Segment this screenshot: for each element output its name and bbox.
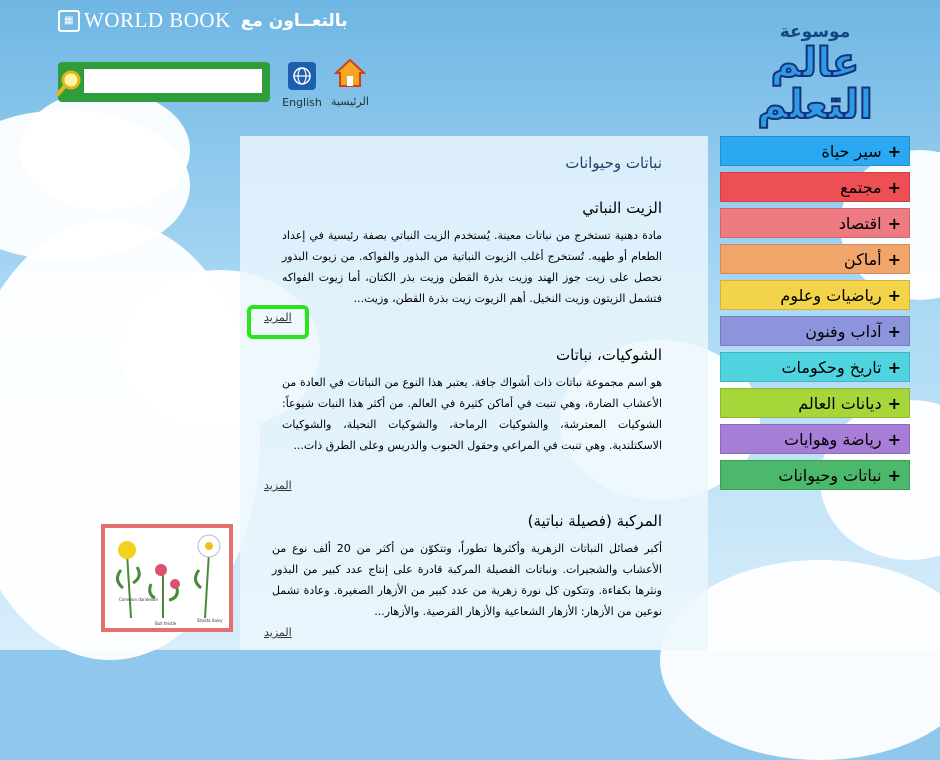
- plus-icon: +: [887, 465, 901, 485]
- article-summary: مادة دهنية تستخرج من نباتات معينة. يُستخدم الزيت النباتي بصفة رئيسية في إعداد الطعام أو طهيه. تُستخرج أغلب الزيوت النباتية من البذور والفواكه. من زيوت البذور نحصل على زيت جوز الهند وزيت بذرة القطن وزيت بذر الكتان، أما زيوت الفواكه فتشمل الزيتون وزيت النخيل. أهم الزيوت زيت بذرة القطن، وزيت...: [282, 229, 662, 305]
- site-logo[interactable]: [720, 22, 910, 126]
- worldbook-brand: [58, 8, 348, 33]
- sidebar-category-label: ديانات العالم: [798, 393, 882, 413]
- english-button[interactable]: [282, 62, 322, 109]
- plus-icon: +: [887, 393, 901, 413]
- search-box: [58, 62, 270, 102]
- article-summary: أكبر فصائل النباتات الزهرية وأكثرها تطوراً، وتتكوّن من أكثر من 20 ألف نوع من الأعشاب والشجيرات. ونباتات الفصيلة المركبة قادرة على إنتاج عدد كبير من البذور ونثرها بكفاءة. وتتكون كل نورة زهرية من عدد كبير من الأزهار الصغيرة. وعادة تشمل نوعين من الأزهار: الأزهار الشعاعية والأزهار القرصية. والأزهار...: [272, 542, 663, 618]
- section-title: نباتات وحيوانات: [565, 154, 662, 172]
- sidebar-category-item[interactable]: [720, 352, 910, 382]
- english-label: English: [282, 96, 322, 109]
- plus-icon: +: [887, 429, 901, 449]
- sidebar-category-item[interactable]: [720, 388, 910, 418]
- logo-small-text: موسوعة: [779, 22, 851, 42]
- article-summary: هو اسم مجموعة نباتات ذات أشواك جافة. يعتبر هذا النوع من النباتات في العادة من الأعشاب الضارة، وهي تنبت في أماكن كثيرة في العالم. من أكثر هذا النبات شيوعاً: الشوكيات المعترشة، والشوكيات الرماحة، والشوكيات النحيلة، والشوكيات الاسكتلندية. وهي تنبت في المراعي وحقول الحبوب والدريس وعلى الطرق ذات...: [282, 376, 662, 452]
- sidebar-category-label: أماكن: [843, 249, 882, 269]
- logo-big-text: عالم التعلم: [757, 40, 873, 128]
- article-title[interactable]: الزيت النباتي: [582, 199, 662, 217]
- article-thumbnail[interactable]: [101, 524, 233, 632]
- cloud-decoration: [20, 90, 190, 210]
- cooperation-label: بالتعــاون مع: [240, 10, 348, 31]
- thumb-label: Common dandelion: [119, 597, 159, 602]
- sidebar-category-label: رياضيات وعلوم: [780, 285, 882, 305]
- sidebar-category-item[interactable]: [720, 172, 910, 202]
- sidebar-category-label: اقتصاد: [838, 213, 882, 233]
- sidebar-category-label: رياضة وهوايات: [784, 429, 882, 449]
- search-input[interactable]: [84, 69, 262, 93]
- worldbook-logo: [58, 8, 231, 33]
- sidebar-category-item[interactable]: [720, 460, 910, 490]
- sidebar-category-item[interactable]: [720, 244, 910, 274]
- more-link[interactable]: المزيد: [264, 626, 292, 639]
- plus-icon: +: [887, 141, 901, 161]
- home-icon: [334, 58, 366, 88]
- plus-icon: +: [887, 321, 901, 341]
- sidebar-category-label: نباتات وحيوانات: [778, 465, 882, 485]
- more-link[interactable]: المزيد: [264, 479, 292, 492]
- sidebar-category-label: آداب وفنون: [805, 321, 882, 341]
- thumb-label: Bull thistle: [155, 621, 177, 626]
- globe-icon: [288, 62, 316, 90]
- plus-icon: +: [887, 357, 901, 377]
- sidebar-category-item[interactable]: [720, 316, 910, 346]
- sidebar-category-item[interactable]: [720, 280, 910, 310]
- sidebar-category-label: مجتمع: [840, 177, 882, 197]
- sidebar-category-item[interactable]: [720, 136, 910, 166]
- article-title[interactable]: المركبة (فصيلة نباتية): [527, 512, 662, 530]
- sidebar-category-label: تاريخ وحكومات: [781, 357, 882, 377]
- worldbook-mark-icon: ▦: [58, 10, 80, 32]
- sidebar-category-item[interactable]: [720, 424, 910, 454]
- home-label: الرئيسية: [331, 95, 369, 108]
- flowers-illustration: [105, 528, 229, 628]
- plus-icon: +: [887, 249, 901, 269]
- sidebar-category-label: سير حياة: [821, 141, 882, 161]
- category-sidebar: [720, 136, 910, 496]
- plus-icon: +: [887, 213, 901, 233]
- article-item: [282, 199, 662, 309]
- article-item: [282, 346, 662, 456]
- sidebar-category-item[interactable]: [720, 208, 910, 238]
- article-title[interactable]: الشوكيات، نباتات: [556, 346, 662, 364]
- search-icon[interactable]: [54, 68, 84, 98]
- plus-icon: +: [887, 177, 901, 197]
- article-item: [272, 512, 662, 622]
- more-link[interactable]: المزيد: [264, 311, 292, 324]
- worldbook-label: WORLD BOOK: [84, 8, 231, 32]
- main-content-panel: [240, 136, 708, 650]
- plus-icon: +: [887, 285, 901, 305]
- home-button[interactable]: [328, 58, 372, 108]
- thumb-label: Shasta daisy: [197, 618, 223, 623]
